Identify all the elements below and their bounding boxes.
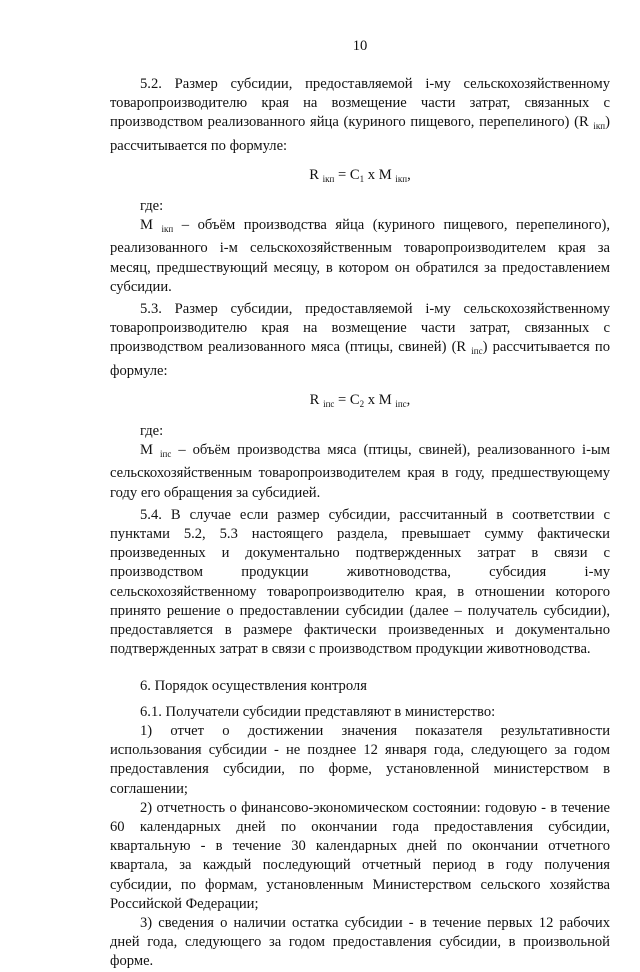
formula-meat-lhs: R [309,391,324,408]
paragraph-5-2-subscript: iкп [593,121,606,132]
formula-egg-mid: = C [334,166,360,183]
definition-egg-text: – объём производства яйца (куриного пищевого, перепелиного), реализованного i-м сельскохозяйственным товаропроизводителем края за месяц, предшествующий месяцу, в котором он обратился за предоставлением субсидии. [110,217,610,295]
paragraph-5-3-subscript: iпс [471,346,483,357]
formula-meat-rhs-sub: iпс [395,398,407,409]
paragraph-5-2-tail: ) рассчитывается по формуле: [110,114,610,154]
formula-egg-end: , [407,166,411,183]
formula-egg-lhs-sub: iкп [322,173,335,184]
page-number: 10 [352,38,368,54]
formula-egg-lhs: R [309,166,323,183]
list-item-2: 2) отчетность о финансово-экономическом состоянии: годовую - в течение 60 календарных дней по окончании года предоставления субсидии, квартальную - в течение 30 календарных дней по окончании отчетного квартала, за каждый последующий отчетный период в году получения субсидии, по формам, установленным Министерством сельского хозяйства Российской Федерации; [110,799,610,912]
formula-meat-lhs-sub: iпс [323,398,335,409]
definition-egg-prefix: M [140,217,162,234]
formula-meat-end: , [406,391,411,408]
list-item-3: 3) сведения о наличии остатка субсидии - в течение первых 12 рабочих дней года, следующего за годом предоставления субсидии, в произвольной форме. [110,914,610,970]
definition-egg-sub: iкп [161,224,174,235]
paragraph-5-3 [110,300,610,381]
definition-meat [110,441,610,503]
paragraph-6-1: 6.1. Получатели субсидии представляют в министерство: [140,703,496,720]
formula-egg-rhs-sub: iкп [395,173,408,184]
formula-egg-rhs: x M [364,166,396,183]
list-item-1: 1) отчет о достижении значения показателя результативности использования субсидии - не позднее 12 января года, следующего за годом предоставления субсидии, по форме, установленной министерством в соглашении; [110,722,610,797]
definition-meat-sub: iпс [160,449,172,460]
formula-meat-mid: = C [334,391,360,408]
where-label-2: где: [140,423,164,440]
formula-meat-rhs: x M [364,391,396,408]
where-label-1: где: [140,198,164,215]
definition-meat-prefix: M [140,442,160,459]
definition-egg [110,216,610,297]
paragraph-5-3-text: 5.3. Размер субсидии, предоставляемой i-му сельскохозяйственному товаропроизводителю края на возмещение части затрат, связанных с производством реализованного мяса (птицы, свиней) (R [110,301,610,356]
formula-egg-mid-sub: 1 [359,173,365,184]
formula-meat [110,391,610,414]
definition-meat-text: – объём производства мяса (птицы, свиней), реализованного i-ым сельскохозяйственным товаропроизводителем края в году, предшествующему году его обращения за субсидией. [110,442,611,501]
page-content [110,75,610,972]
formula-egg [110,166,610,189]
section-6-title: 6. Порядок осуществления контроля [140,678,367,695]
paragraph-5-3-tail: ) рассчитывается по формуле: [110,339,610,379]
formula-meat-mid-sub: 2 [359,398,365,409]
paragraph-5-2 [110,75,610,156]
paragraph-5-2-text: 5.2. Размер субсидии, предоставляемой i-му сельскохозяйственному товаропроизводителю края на возмещение части затрат, связанных с производством реализованного яйца (куриного пищевого, перепелиного) (R [110,76,610,131]
paragraph-5-4: 5.4. В случае если размер субсидии, рассчитанный в соответствии с пунктами 5.2, 5.3 настоящего раздела, превышает сумму фактически произведенных и документально подтвержденных затрат в связи с производством продукции животноводства, субсидия i-му сельскохозяйственному товаропроизводителю края, в отношении которого принято решение о предоставлении субсидии (далее – получатель субсидии), предоставляется в размере фактически произведенных и документально подтвержденных затрат в связи с производством продукции животноводства. [110,506,610,658]
